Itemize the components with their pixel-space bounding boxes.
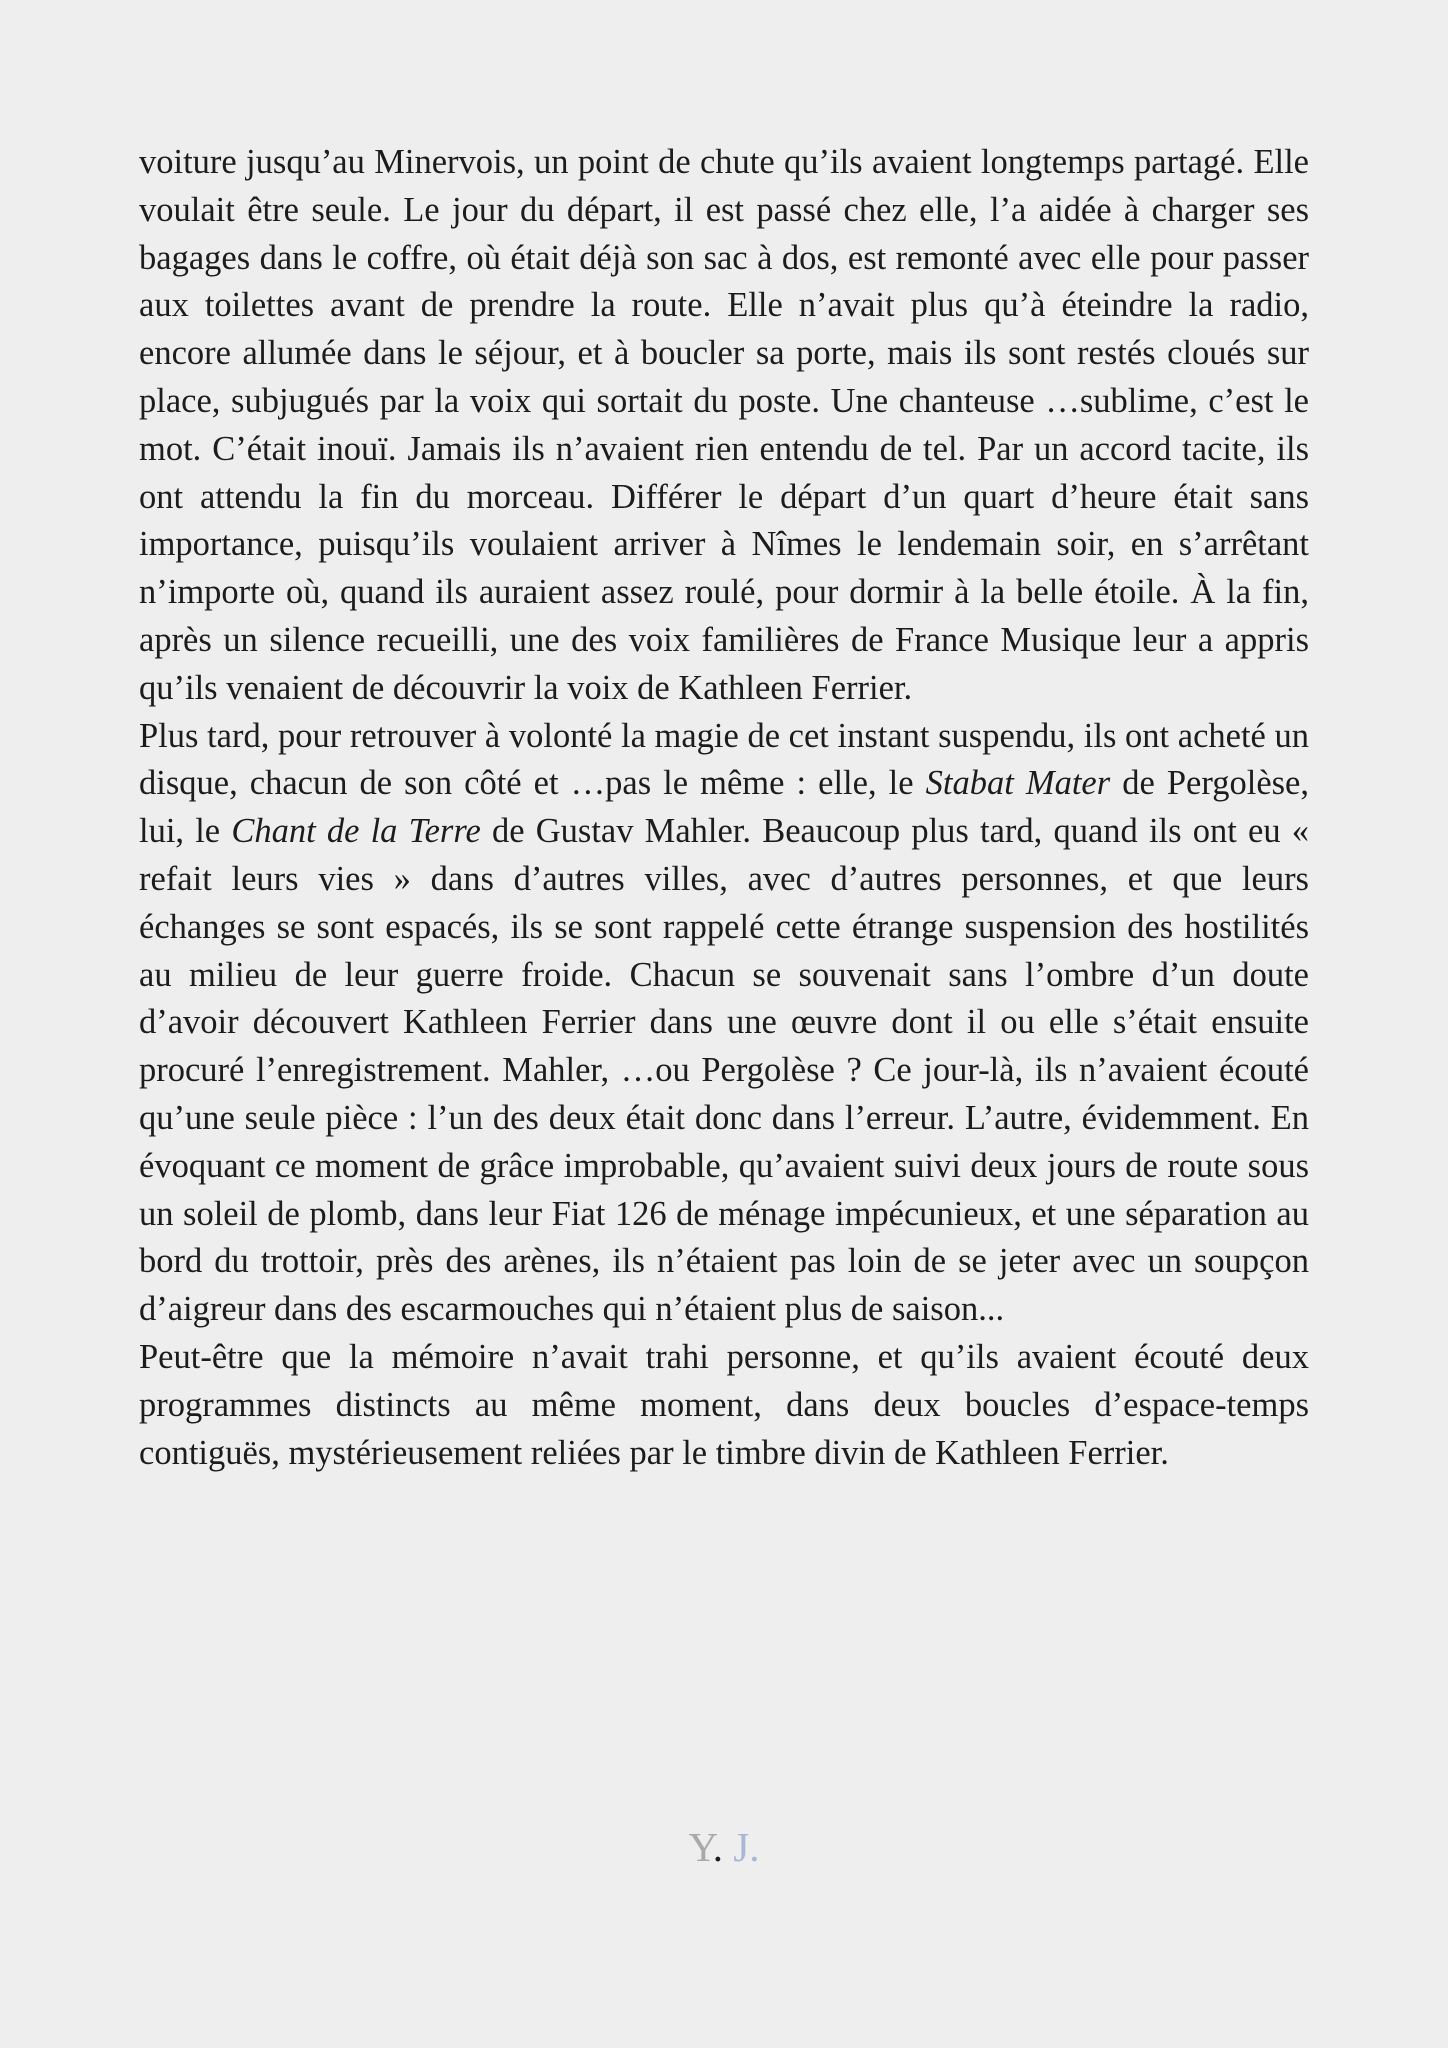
paragraph-text: de Pergolèse, lui, le bbox=[139, 764, 1309, 851]
paragraph bbox=[139, 139, 1309, 713]
work-title-stabat-mater: Stabat Mater bbox=[925, 764, 1111, 803]
paragraph-text: de Gustav Mahler. Beaucoup plus tard, quand ils ont eu « refait leurs vies » dans d’autres villes, avec d’autres personnes, et que leurs échanges se sont espacés, ils se sont rappelé cette étrange suspension des hostilités au milieu de leur guerre froide. Chacun se souvenait sans l’ombre d’un doute d’avoir découvert Kathleen Ferrier dans une œuvre dont il ou elle s’était ensuite procuré l’enregistrement. Mahler, …ou Pergolèse ? Ce jour-là, ils n’avaient écouté qu’une seule pièce : l’un des deux était donc dans l’erreur. L’autre, évidemment. En évoquant ce moment de grâce improbable, qu’avaient suivi deux jours de route sous un soleil de plomb, dans leur Fiat 126 de ménage impécunieux, et une séparation au bord du trottoir, près des arènes, ils n’étaient pas loin de se jeter avec un soupçon d’aigreur dans des escarmouches qui n’étaient plus de saison... bbox=[139, 812, 1309, 1329]
signature-dot: . bbox=[712, 1824, 724, 1870]
body-text bbox=[139, 139, 1309, 1477]
paragraph-text: voiture jusqu’au Minervois, un point de chute qu’ils avaient longtemps partagé. Elle voulait être seule. Le jour du départ, il est passé chez elle, l’a aidée à charger ses bagages dans le coffre, où était déjà son sac à dos, est remonté avec elle pour passer aux toilettes avant de prendre la route. Elle n’avait plus qu’à éteindre la radio, encore allumée dans le séjour, et à boucler sa porte, mais ils sont restés cloués sur place, subjugués par la voix qui sortait du poste. Une chanteuse …sublime, c’est le mot. C’était inouï. Jamais ils n’avaient rien entendu de tel. Par un accord tacite, ils ont attendu la fin du morceau. Différer le départ d’un quart d’heure était sans importance, puisqu’ils voulaient arriver à Nîmes le lendemain soir, en s’arrêtant n’importe où, quand ils auraient assez roulé, pour dormir à la belle étoile. À la fin, après un silence recueilli, une des voix familières de France Musique leur a appris qu’ils venaient de découvrir la voix de Kathleen Ferrier. bbox=[139, 143, 1309, 707]
paragraph bbox=[139, 713, 1309, 1334]
signature-initial-y: Y bbox=[688, 1824, 713, 1870]
paragraph bbox=[139, 1334, 1309, 1477]
paragraph-text: Peut-être que la mémoire n’avait trahi personne, et qu’ils avaient écouté deux programmes distincts au même moment, dans deux boucles d’espace-temps contiguës, mystérieusement reliées par le timbre divin de Kathleen Ferrier. bbox=[139, 1337, 1309, 1472]
author-signature bbox=[0, 1822, 1448, 1872]
work-title-chant-de-la-terre: Chant de la Terre bbox=[231, 812, 481, 851]
paragraph-text: Plus tard, pour retrouver à volonté la magie de cet instant suspendu, ils ont acheté un disque, chacun de son côté et …pas le même : elle, le bbox=[139, 716, 1309, 803]
signature-initial-j: J. bbox=[733, 1824, 760, 1870]
